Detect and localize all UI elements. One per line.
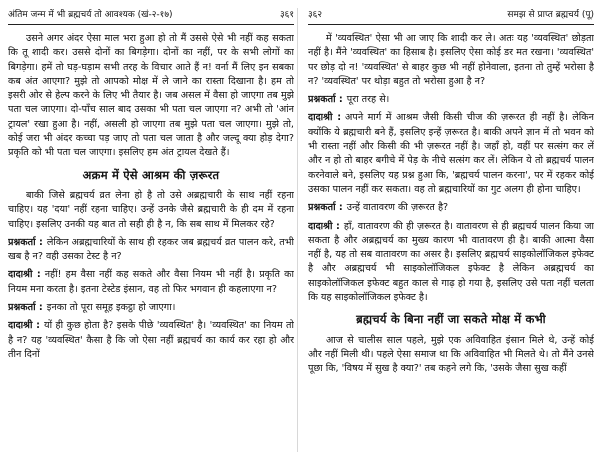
dialogue-paragraph [8,319,294,362]
dialogue-paragraph [8,236,294,265]
speaker-label: प्रश्नकर्ता : [308,94,343,106]
left-page-body [8,32,294,362]
body-paragraph: में 'व्यवस्थित' ऐसा भी आ जाए कि शादी कर ले। अतः यह 'व्यवस्थित' छोड़ता नहीं है। मैंने 'व्यवस्थित' का हिसाब है। इसलिए ऐसा कोई डर मत रखना। 'व्यवस्थित' पर छोड़ दो न! 'व्यवस्थित' से बाहर कुछ भी नहीं होनेवाला, इतना तो तुम्हें भरोसा है न? 'व्यवस्थित' पर थोड़ा बहुत तो भरोसा हुआ है न? [308,33,594,87]
right-page-number: ३६२ [308,9,323,20]
dialogue-text: पूरा तरह से। [346,94,390,106]
dialogue-text: उन्हें वातावरण की ज़रूरत है? [346,202,449,214]
left-page [8,0,294,460]
section-heading: अक्रम में ऐसे आश्रम की ज़रूरत [82,167,220,182]
right-page-body [308,32,594,377]
right-page [308,0,594,460]
right-running-title: समझ से प्राप्त ब्रह्मचर्य (पू) [507,9,594,20]
dialogue-text: यों ही कुछ होता है? इसके पीछे 'व्यवस्थित' है। 'व्यवस्थित' का नियम तो है न? यह 'व्यवस्थित' कैसा है कि जो ऐसा नहीं ब्रह्मचर्य का कार्य कर रहा हो और तीन दिनों [8,320,294,360]
dialogue-text: हाँ, वातावरण की ही ज़रूरत है। वातावरण से ही ब्रह्मचर्य पालन किया जा सकता है और अब्रह्मचर्य का मुख्य कारण भी वातावरण ही है। बाकी आत्मा वैसा नहीं है, यह तो सब वातावरण का असर है। इसलिए ब्रह्मचर्य साइकोलॉजिकल इफेक्ट है और अब्रह्मचर्य भी साइकोलॉजिकल इफेक्ट है लेकिन अब्रह्मचर्य का साइकोलॉजिकल इफेक्ट बहुत काल से गाढ़ हो गया है, इसलिए उसे पता नहीं चलता कि यह साइकोलॉजिकल इफेक्ट है। [308,220,594,304]
dialogue-text: अपने मार्ग में आश्रम जैसी किसी चीज की ज़रूरत ही नहीं है। लेकिन क्योंकि ये ब्रह्मचारी बने हैं, इसलिए इन्हें ज़रूरत है। बाकी अपने ज्ञान में तो भवन को भी रास्ता नहीं और किसी की भी ज़रूरत नहीं है। जहाँ हो, वहीं पर सत्संग कर लें और न हो तो बाहर बगीचे में पेड़ के नीचे सत्संग कर लें। लेकिन ये तो ब्रह्मचर्य पालन करनेवाले बने, इसलिए यह प्रश्न हुआ कि, 'ब्रह्मचर्य पालन करना', पर में रहकर कोई उसका पालन नहीं कर सकता। वह तो ब्रह्मचारियों का गुट अलग ही होना चाहिए। [308,112,594,195]
dialogue-paragraph [308,93,594,107]
dialogue-paragraph [308,201,594,215]
speaker-label: दादाश्री : [308,112,342,124]
dialogue-text: लेकिन अब्रह्मचारियों के साथ ही रहकर जब ब्रह्मचर्य व्रत पालन करे, तभी खब है न? वही उसका टेस्ट है न? [8,236,294,263]
left-running-title: अंतिम जन्म में भी ब्रह्मचर्य तो आवश्यक (खं-२-१७) [8,9,173,20]
left-page-number: ३६१ [279,9,294,20]
dialogue-paragraph [8,301,294,315]
dialogue-paragraph [308,111,594,197]
section-heading: ब्रह्मचर्य के बिना नहीं जा सकते मोक्ष में कभी [356,312,546,327]
body-paragraph: बाकी जिसे ब्रह्मचर्य व्रत लेना हो है तो उसे अब्रह्मचारी के साथ नहीं रहना चाहिए। यह 'दया' नहीं रहना चाहिए। उन्हें उनके जैसे ब्रह्मचारी के ही दम में रहना चाहिए। इसलिए उनकी यह बात तो सही ही है न, कि सब साथ में मिलकर रहे? [8,189,294,230]
speaker-label: दादाश्री : [308,220,340,232]
speaker-label: दादाश्री : [8,269,41,281]
speaker-label: दादाश्री : [8,320,41,332]
speaker-label: प्रश्नकर्ता : [8,302,43,314]
speaker-label: प्रश्नकर्ता : [308,202,343,214]
right-page-header [308,6,594,25]
dialogue-paragraph [8,268,294,297]
dialogue-paragraph [308,220,594,306]
body-paragraph: उसने अगर अंदर ऐसा माल भरा हुआ हो तो मैं उससे ऐसे भी नहीं कह सकता कि तू शादी कर। उससे दोनों का बिगड़ेगा। दोनों का नहीं, पर के सभी लोगों का बिगड़ेगा। हमें तो घड़-घड़ाम सभी तरह के विचार आते हैं न! वर्ना मैं लिए इन सबका कब अंत आएगा? मुझे तो आपको मोक्ष में ले जाने का रास्ता दिखाना है। हम तो इसरी ओर से हेल्प करने के लिए भी तैयार है। जब असल में वैसा हो जाएगा तब मुझे पता चल जाएगा। दो-पाँच साल बाद उसका भी पता चल जाएगा न? अभी तो 'आंन ट्रायल' रखा हुआ है। नहीं, असली हो जाएगा तब मुझे पता चल जाएगा। मुझे तो, कोई जरा भी अंदर कच्चा पड़ जाए तो पता चल जाता है और जल्दू क्या होड़ देगा? प्रकृति को भी पता चल जाएगा। इसलिए हम अंत ट्रायल देखते हैं। [8,33,294,159]
speaker-label: प्रश्नकर्ता : [8,236,43,248]
dialogue-text: नहीं! हम वैसा नहीं कह सकते और वैसा नियम भी नहीं है। प्रकृति का नियम मना करता है। इतना टेस्टेड इंसान, वह तो फिर भगवान ही कहलाएगा न? [8,269,294,295]
body-paragraph: आज से चालीस साल पहले, मुझे एक अविवाहित इंसान मिले थे, उन्हें कोई और नहीं मिली थी। पहले ऐसा समाज था कि अविवाहित भी मिलते थे। तो मैंने उनसे पूछा कि, 'विषय में सुख है क्या?' तब कहने लगे कि, 'उसके जैसा सुख कहीं [308,334,594,375]
left-page-header [8,6,294,25]
dialogue-text: इनका तो पूरा समूह इकट्ठा हो जाएगा। [46,302,176,314]
page-gutter [297,8,298,452]
